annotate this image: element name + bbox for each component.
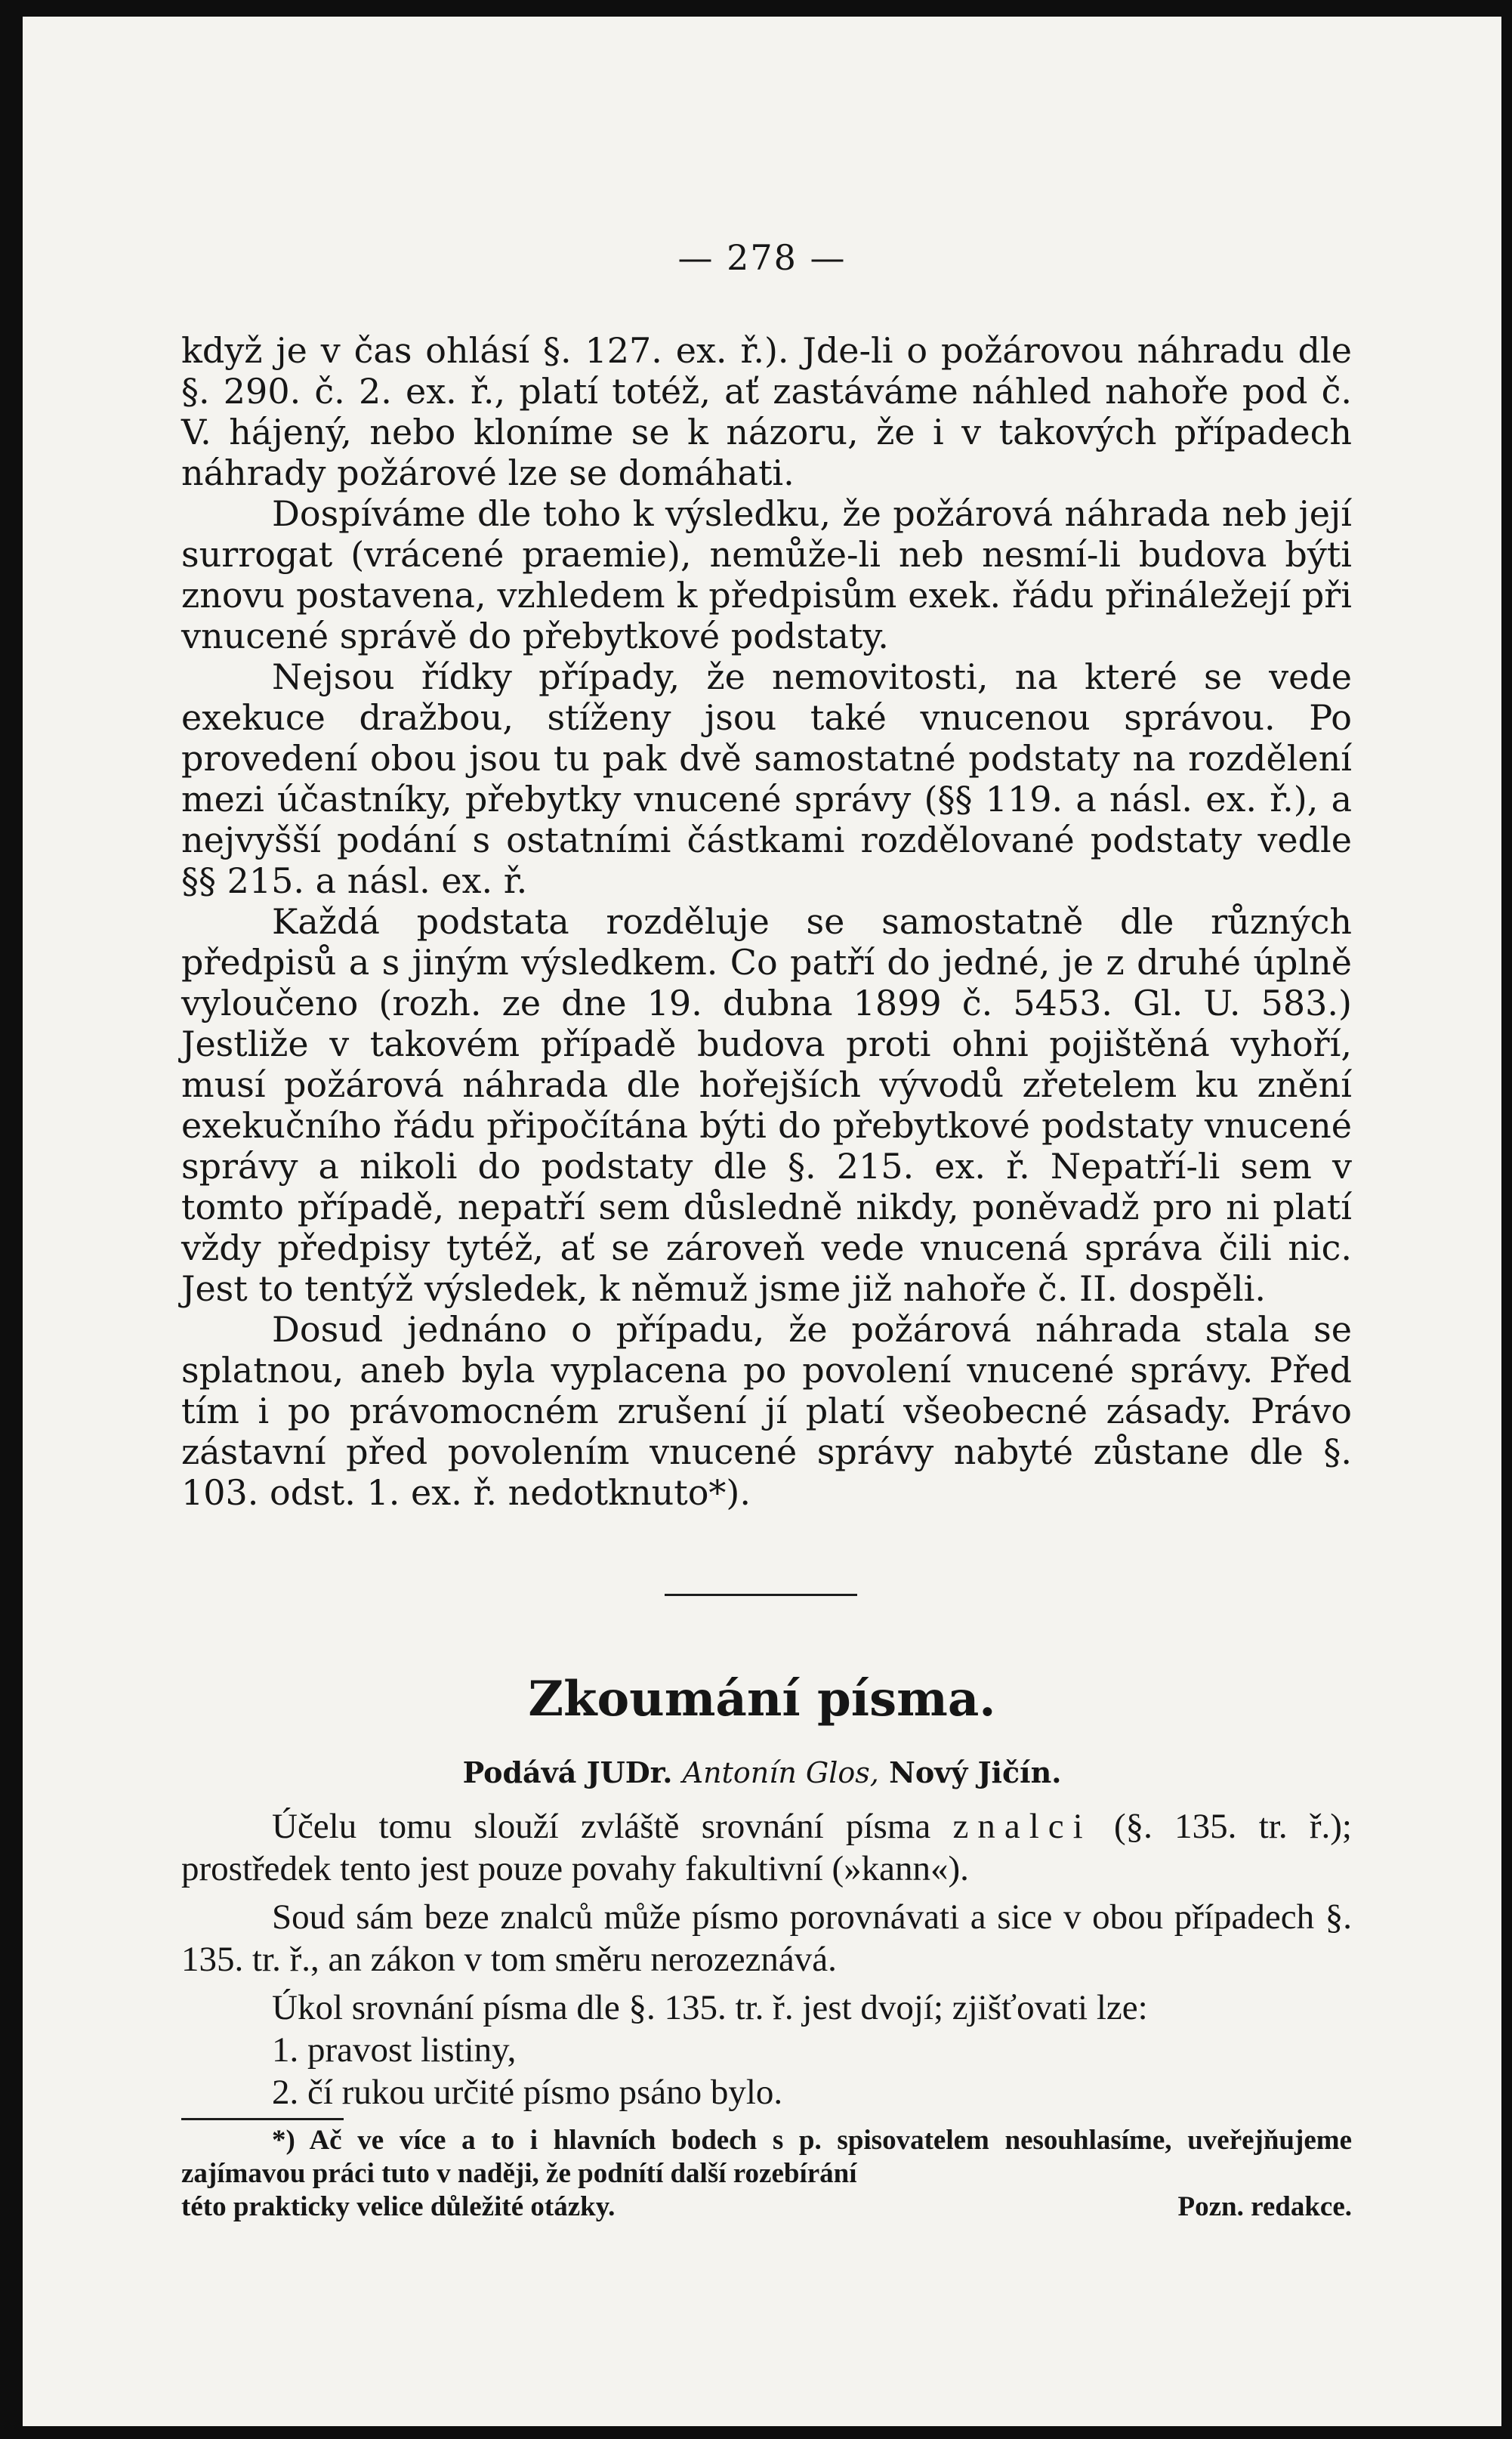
paragraph: když je v čas ohlásí §. 127. ex. ř.). Jde-li o požárovou náhradu dle §. 290. č. 2. ex. ř., platí totéž, ať zastáváme náhled nahoře pod č. V. hájený, nebo kloníme se k názoru, že i v takových případech náhrady požárové lze se domáhati.	[181, 330, 1352, 493]
footnote-text: *) Ač ve více a to i hlavních bodech s p. spisovatelem nesouhlasíme, uveřejňujeme zajímavou práci tuto v naději, že podnítí další rozebírání	[181, 2125, 1352, 2189]
byline-place: Nový Jičín.	[889, 1755, 1062, 1789]
paragraph: Dospíváme dle toho k výsledku, že požárová náhrada neb její surrogat (vrácené praemie), nemůže-li neb nesmí-li budova býti znovu postavena, vzhledem k předpisům exek. řádu přináležejí při vnucené správě do přebytkové podstaty.	[181, 493, 1352, 656]
footnote-signature: Pozn. redakce.	[1177, 2191, 1352, 2222]
page	[23, 17, 1501, 2426]
paragraph: Dosud jednáno o případu, že požárová náhrada stala se splatnou, aneb byla vyplacena po povolení vnucené správy. Před tím i po právomocném zrušení jí platí všeobecné zásady. Právo zástavní před povolením vnucené správy nabyté zůstane dle §. 103. odst. 1. ex. ř. nedotknuto*).	[181, 1309, 1352, 1513]
author-name: Antonín Glos,	[682, 1756, 879, 1789]
list-item: 1. pravost listiny,	[272, 2030, 517, 2070]
paragraph: Každá podstata rozděluje se samostatně dle různých předpisů a s jiným výsledkem. Co patří do jedné, je z druhé úplně vyloučeno (rozh. ze dne 19. dubna 1899 č. 5453. Gl. U. 583.) Jestliže v takovém případě budova proti ohni pojištěná vyhoří, musí požárová náhrada dle hořejších vývodů zřetelem ku znění exekučního řádu připočítána býti do přebytkové podstaty vnucené správy a nikoli do podstaty dle §. 215. ex. ř. Nepatří-li sem v tomto případě, nepatří sem důsledně nikdy, poněvadž pro ni platí vždy předpisy tytéž, ať se zároveň vede vnucená správa čili nic. Jest to tentýž výsledek, k němuž jsme již nahoře č. II. dospěli.	[181, 901, 1352, 1309]
section-divider	[665, 1594, 857, 1596]
footnote-text-end: této prakticky velice důležité otázky.	[181, 2191, 616, 2222]
article-paragraph: Účelu tomu slouží zvláště srovnání písma znalci (§. 135. tr. ř.); prostředek tento jest pouze povahy fakultivní (»kann«).	[181, 1807, 1352, 1888]
article-paragraph: Úkol srovnání písma dle §. 135. tr. ř. jest dvojí; zjišťovati lze:	[272, 1988, 1148, 2027]
page-number: — 278 —	[677, 237, 847, 278]
paragraph: Nejsou řídky případy, že nemovitosti, na které se vede exekuce dražbou, stíženy jsou také vnucenou správou. Po provedení obou jsou tu pak dvě samostatné podstaty na rozdělení mezi účastníky, přebytky vnucené správy (§§ 119. a násl. ex. ř.), a nejvyšší podání s ostatními částkami rozdělované podstaty vedle §§ 215. a násl. ex. ř.	[181, 656, 1352, 901]
article-paragraph: Soud sám beze znalců může písmo porovnávati a sice v obou případech §. 135. tr. ř., an zákon v tom směru nerozeznává.	[181, 1897, 1352, 1979]
list-item: 2. čí rukou určité písmo psáno bylo.	[272, 2073, 783, 2112]
spaced-word: znalci	[952, 1807, 1092, 1846]
byline-prefix: Podává JUDr.	[462, 1755, 673, 1789]
footnote-rule	[181, 2118, 344, 2120]
article-byline	[23, 1755, 1501, 1789]
main-text	[181, 330, 1352, 1513]
article-body	[181, 1805, 1352, 2113]
article-title: Zkoumání písma.	[528, 1671, 996, 1727]
footnote	[181, 2124, 1352, 2224]
